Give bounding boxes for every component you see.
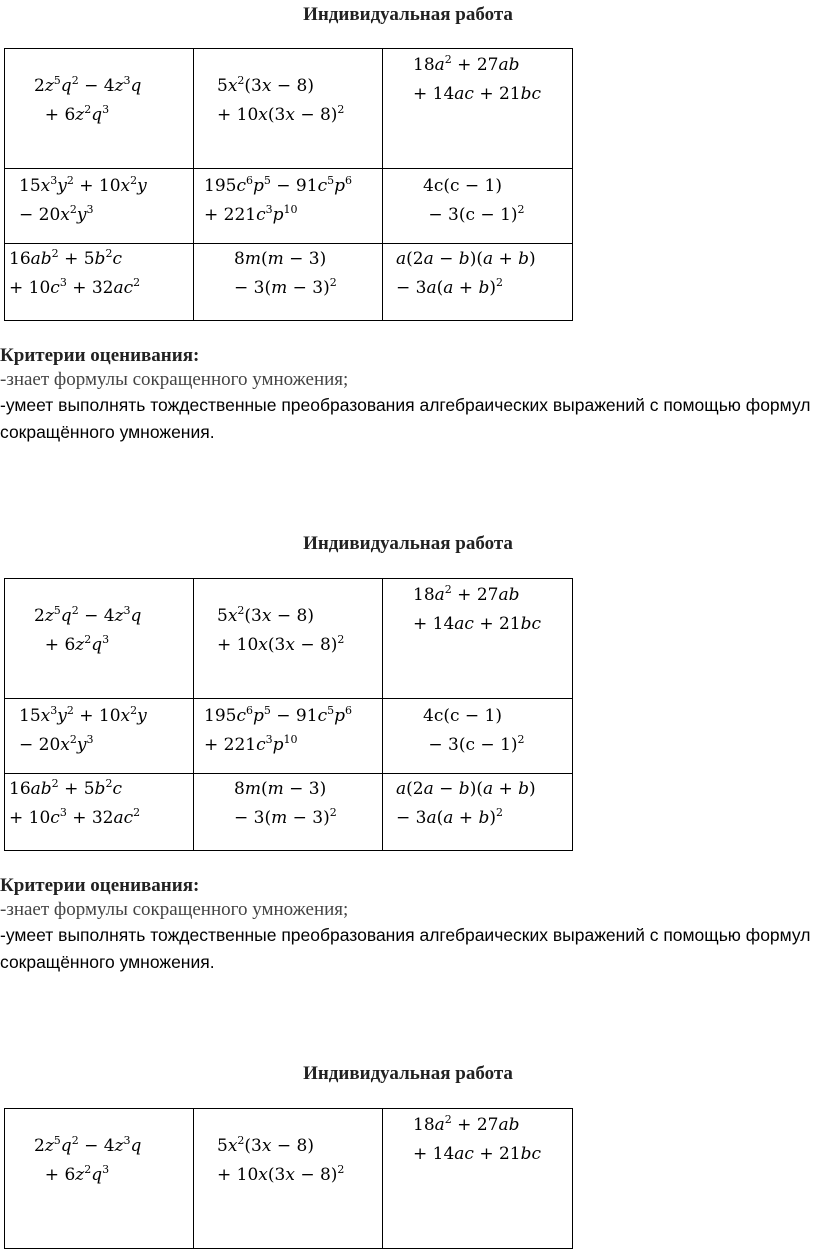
expression-line: − $3(c - 1)^2$ [423,733,525,755]
expression-line: + $10c^3 + 32ac^2$ [9,276,141,298]
criteria-item: -умеет выполнять тождественные преобразования алгебраических выражений с помощью формул сокращённого умножения. [0,395,811,442]
table-cell [194,1109,383,1249]
expression [19,172,193,230]
expression [423,702,572,760]
expression [413,581,572,639]
table-cell [383,774,573,851]
table-cell [5,49,194,169]
expression [204,172,382,230]
expression [396,775,572,833]
criteria-item: -умеет выполнять тождественные преобразования алгебраических выражений с помощью формул сокращённого умножения. [0,925,811,972]
expression-line: 4c(c − 1) [423,176,502,196]
expression-line: − $20x^2y^3$ [19,203,94,225]
expression-line: + 14ac + 21bc [413,614,542,634]
table-cell [194,579,383,699]
expression [423,172,572,230]
expression-line: − $3(m - 3)^2$ [234,806,337,828]
expression-line: + $6z^2q^3$ [34,633,110,655]
expression [217,602,382,660]
expression [413,51,572,109]
expression [234,245,382,303]
criteria-heading: Критерии оценивания: [0,875,200,896]
expression-line: $16ab^2 + 5b^2c$ [9,247,122,269]
table-cell [5,244,194,321]
expression-line: $2z^5q^2 - 4z^3q$ [34,604,142,626]
expression [217,1132,382,1190]
criteria-section [0,344,812,446]
table-cell [5,774,194,851]
table-cell [383,169,573,244]
expression [34,602,193,660]
expression-line: $195c^6p^5 - 91c^5p^6$ [204,704,352,726]
expression-line: − $3a(a + b)^2$ [396,276,503,298]
expression-line: 8m(m − 3) [234,249,327,269]
table-row [5,169,573,244]
expression-line: + $6z^2q^3$ [34,103,110,125]
expressions-table [4,48,573,321]
table-row [5,49,573,169]
expression [9,245,193,303]
expression [34,72,193,130]
expression [234,775,382,833]
page-title: Индивидуальная работа [303,1063,513,1084]
expression-line: $18a^2 + 27ab$ [413,583,520,605]
expression [413,1111,572,1169]
expression-line: $195c^6p^5 - 91c^5p^6$ [204,174,352,196]
expressions-table [4,578,573,851]
expression-line: + 14ac + 21bc [413,1144,542,1164]
expression [34,1132,193,1190]
expression-line: $15x^3y^2 + 10x^2y$ [19,704,147,726]
expression-line: − $3a(a + b)^2$ [396,806,503,828]
expression-line: − $3(m - 3)^2$ [234,276,337,298]
table-cell [383,49,573,169]
expression-line: + $10x(3x - 8)^2$ [217,103,345,125]
table-cell [194,774,383,851]
expression-line: a(2a − b)(a + b) [396,779,536,799]
expression-line: $18a^2 + 27ab$ [413,53,520,75]
expression [396,245,572,303]
expressions-table [4,1108,573,1249]
table-cell [5,579,194,699]
table-row [5,774,573,851]
criteria-item: -знает формулы сокращенного умножения; [0,369,349,390]
expression-line: 4c(c − 1) [423,706,502,726]
expression-line: $15x^3y^2 + 10x^2y$ [19,174,147,196]
table-row [5,699,573,774]
table-cell [194,699,383,774]
page-title: Индивидуальная работа [303,4,513,25]
expression-line: + $221c^3p^{10}$ [204,733,298,755]
criteria-item: -знает формулы сокращенного умножения; [0,899,349,920]
table-row [5,1109,573,1249]
expression-line: − $20x^2y^3$ [19,733,94,755]
page-title: Индивидуальная работа [303,533,513,554]
expression-line: $5x^2(3x - 8)$ [217,1134,314,1156]
expression-line: $5x^2(3x - 8)$ [217,604,314,626]
criteria-section [0,874,812,976]
expression [19,702,193,760]
table-cell [383,579,573,699]
table-cell [5,1109,194,1249]
table-row [5,244,573,321]
expression-line: + $10x(3x - 8)^2$ [217,633,345,655]
expression-line: + $10x(3x - 8)^2$ [217,1163,345,1185]
expression-line: + $6z^2q^3$ [34,1163,110,1185]
table-cell [194,244,383,321]
table-row [5,579,573,699]
table-cell [383,1109,573,1249]
table-cell [5,169,194,244]
criteria-heading: Критерии оценивания: [0,345,200,366]
expression [217,72,382,130]
expression-line: + 14ac + 21bc [413,84,542,104]
table-cell [194,169,383,244]
expression [204,702,382,760]
table-cell [383,699,573,774]
expression-line: $5x^2(3x - 8)$ [217,74,314,96]
expression-line: $2z^5q^2 - 4z^3q$ [34,1134,142,1156]
expression-line: $16ab^2 + 5b^2c$ [9,777,122,799]
expression-line: $18a^2 + 27ab$ [413,1113,520,1135]
table-cell [383,244,573,321]
expression-line: − $3(c - 1)^2$ [423,203,525,225]
expression-line: a(2a − b)(a + b) [396,249,536,269]
expression-line: + $10c^3 + 32ac^2$ [9,806,141,828]
expression [9,775,193,833]
table-cell [194,49,383,169]
table-cell [5,699,194,774]
expression-line: $2z^5q^2 - 4z^3q$ [34,74,142,96]
expression-line: + $221c^3p^{10}$ [204,203,298,225]
expression-line: 8m(m − 3) [234,779,327,799]
